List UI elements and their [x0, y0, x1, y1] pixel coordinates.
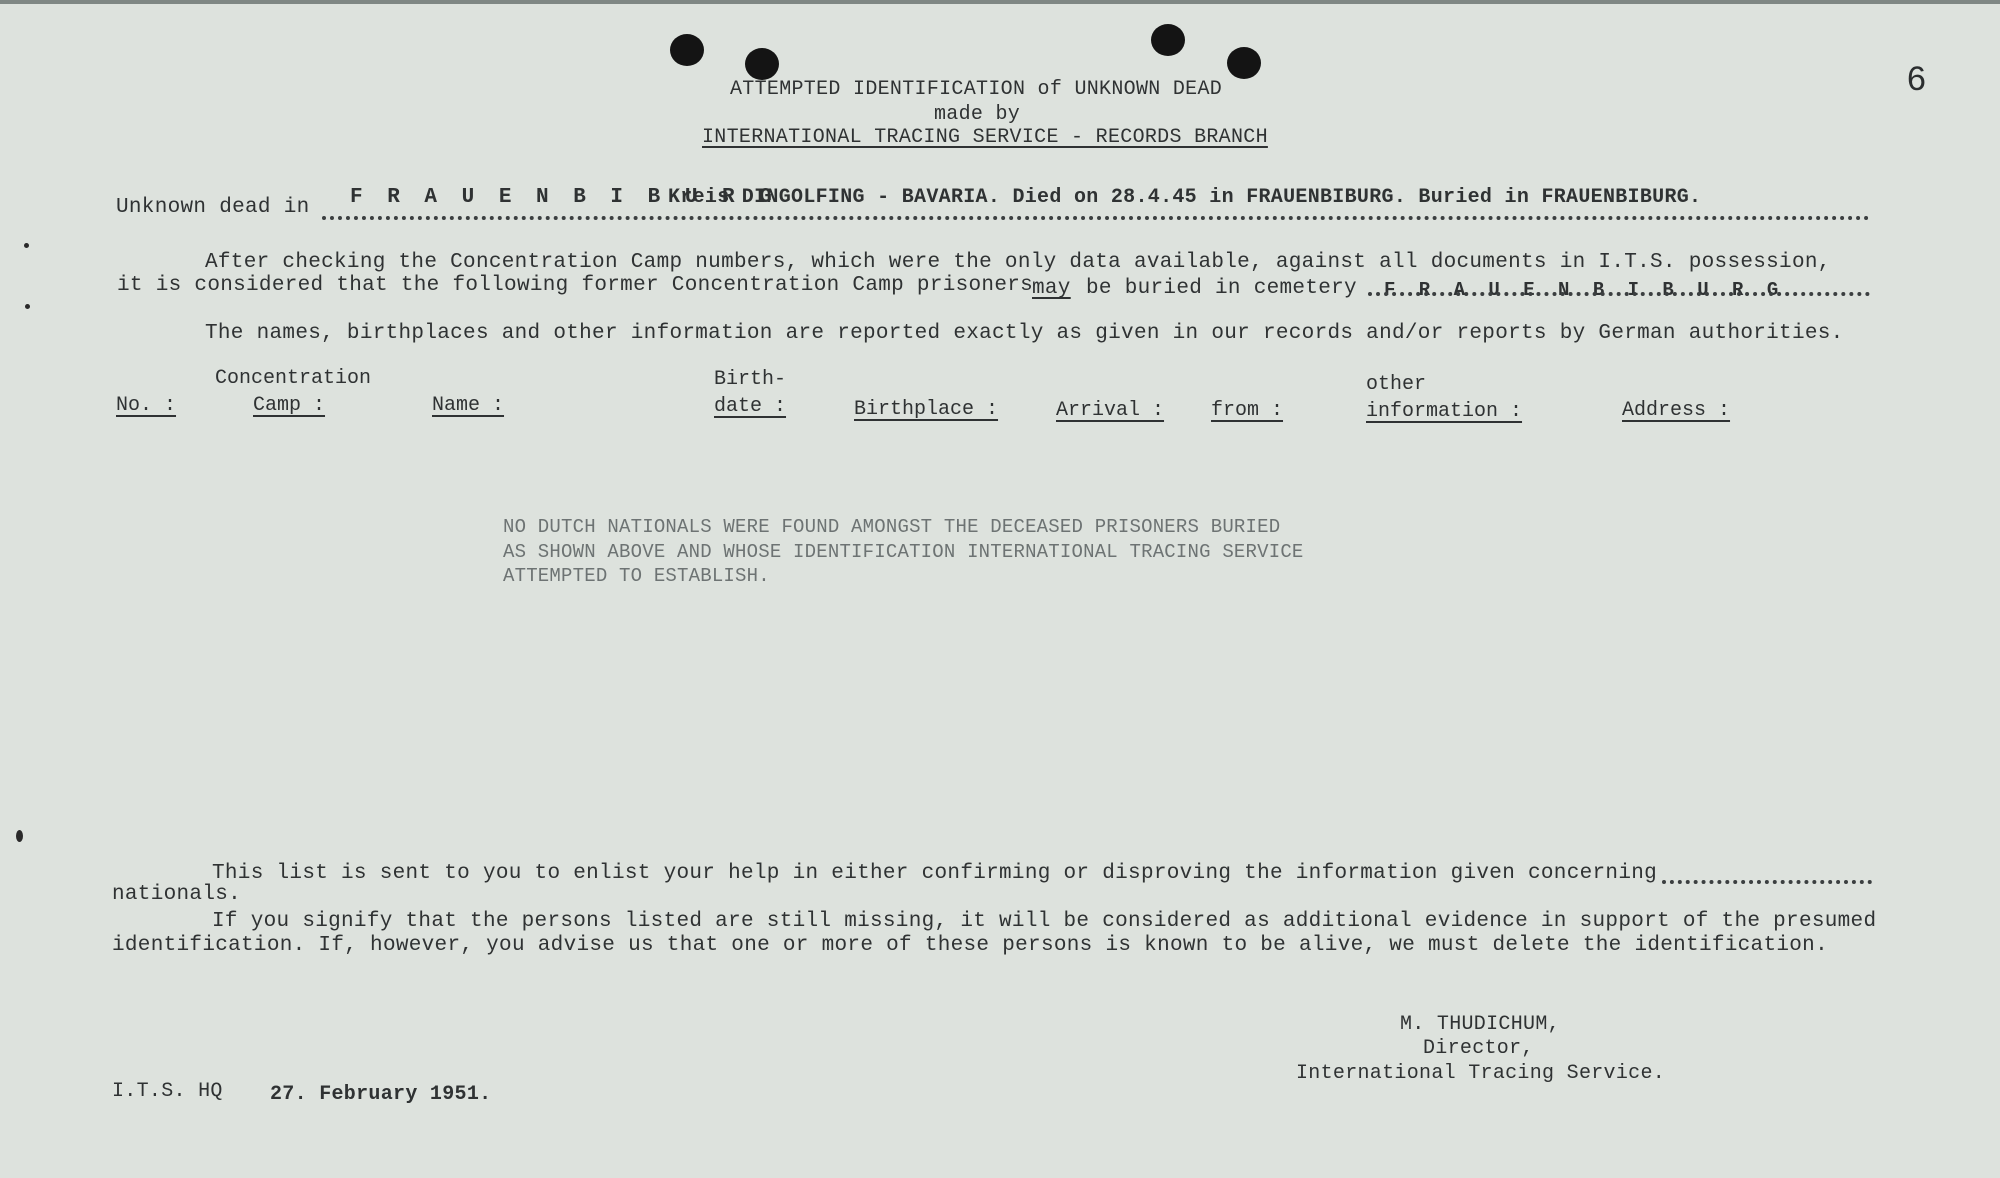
- no-dutch-nationals-stamp-2: AS SHOWN ABOVE AND WHOSE IDENTIFICATION INTERNATIONAL TRACING SERVICE: [503, 541, 1304, 563]
- closing-line-4: identification. If, however, you advise us that one or more of these persons is known to be alive, we must delete the identification.: [112, 934, 1828, 957]
- column-header-from: from :: [1211, 399, 1284, 422]
- dotted-leader: [1662, 880, 1872, 884]
- checking-may: may: [1032, 277, 1071, 300]
- names-note: The names, birthplaces and other information are reported exactly as given in our records and/or reports by German authorities.: [205, 322, 1844, 345]
- document-title: ATTEMPTED IDENTIFICATION of UNKNOWN DEAD: [730, 78, 1223, 101]
- punch-hole: [1227, 47, 1261, 79]
- punch-hole: [1151, 24, 1185, 56]
- punch-hole: [670, 34, 704, 66]
- no-dutch-nationals-stamp-1: NO DUTCH NATIONALS WERE FOUND AMONGST THE DECEASED PRISONERS BURIED: [503, 516, 1281, 538]
- column-header-address: Address :: [1622, 399, 1731, 422]
- office-reference: I.T.S. HQ: [112, 1080, 223, 1103]
- document-date: 27. February 1951.: [270, 1083, 492, 1106]
- closing-line-1: This list is sent to you to enlist your help in either confirming or disproving the information given concerning: [212, 862, 1658, 885]
- signature-title: Director,: [1423, 1037, 1534, 1060]
- column-header-other-information: other information :: [1366, 373, 1523, 423]
- closing-line-3: If you signify that the persons listed are still missing, it will be considered as additional evidence in support of the presumed: [212, 910, 1877, 933]
- unknown-dead-details: Kreis DINGOLFING - BAVARIA. Died on 28.4.45 in FRAUENBIBURG. Buried in FRAUENBIBURG.: [668, 186, 1702, 209]
- punch-hole: [745, 48, 779, 80]
- document-subtitle: made by: [934, 103, 1021, 126]
- dotted-leader: [1368, 292, 1870, 296]
- unknown-dead-label: Unknown dead in: [116, 196, 310, 219]
- dotted-leader: [322, 216, 1870, 220]
- closing-line-2: nationals.: [112, 883, 242, 906]
- column-header-arrival: Arrival :: [1056, 399, 1165, 422]
- signature-name: M. THUDICHUM,: [1400, 1013, 1560, 1036]
- checking-line-1: After checking the Concentration Camp numbers, which were the only data available, against all documents in I.T.S. possession,: [205, 251, 1831, 274]
- checking-line-2a: it is considered that the following former Concentration Camp prisoners: [117, 274, 1034, 297]
- cemetery-name: F R A U E N B I B U R G: [1384, 279, 1785, 301]
- signature-organization: International Tracing Service.: [1296, 1062, 1666, 1085]
- unknown-dead-place: F R A U E N B I B U R G: [350, 186, 778, 209]
- column-header-name: Name :: [432, 394, 505, 417]
- scan-top-edge: [0, 0, 2000, 4]
- margin-speck: [16, 830, 23, 842]
- column-header-no: No. :: [116, 394, 177, 417]
- margin-speck: [25, 304, 30, 309]
- checking-line-2b: be buried in cemetery: [1086, 277, 1357, 300]
- column-header-birthdate: Birth- date :: [714, 368, 787, 418]
- column-header-camp: Concentration Camp :: [215, 367, 372, 417]
- document-issuer: INTERNATIONAL TRACING SERVICE - RECORDS BRANCH: [702, 126, 1268, 149]
- no-dutch-nationals-stamp-3: ATTEMPTED TO ESTABLISH.: [503, 565, 770, 587]
- page-number: 6: [1907, 60, 1926, 98]
- column-header-birthplace: Birthplace :: [854, 398, 999, 421]
- margin-speck: [24, 243, 29, 248]
